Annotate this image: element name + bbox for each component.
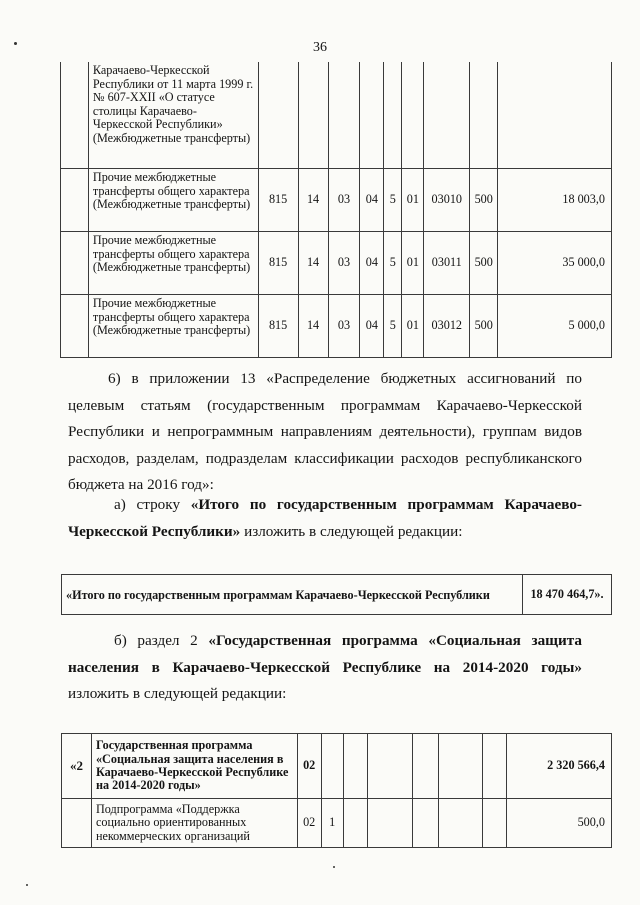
target-code: 03012: [424, 295, 470, 358]
row-description: Подпрограмма «Поддержка социально ориентированных некоммерческих организаций: [91, 799, 297, 848]
subsection-code: 03: [328, 232, 360, 295]
table-row: [61, 62, 612, 169]
row-description: Карачаево-Черкесской Республики от 11 марта 1999 г. № 607-XXII «О статусе столицы Карачаево-Черкесской Республики» (Межбюджетные трансферты): [88, 62, 258, 169]
table-row: «2 Государственная программа «Социальная защита населения в Карачаево-Черкесской Республике на 2014-2020 годы» 02 2 320 566,4: [62, 734, 612, 799]
table-row: Подпрограмма «Поддержка социально ориентированных некоммерческих организаций 02 1 500,0: [62, 799, 612, 848]
scan-speck: [333, 866, 335, 868]
expense-type-code: 500: [470, 295, 498, 358]
ministry-code: 815: [258, 169, 298, 232]
total-label: «Итого по государственным программам Карачаево-Черкесской Республики: [62, 575, 523, 615]
table-row: Прочие межбюджетные трансферты общего характера (Межбюджетные трансферты) 815 14 03 04 5 01 03010 500 18 003,0: [61, 169, 612, 232]
total-row-table: [61, 574, 612, 615]
table-row: Прочие межбюджетные трансферты общего характера (Межбюджетные трансферты) 815 14 03 04 5 01 03012 500 5 000,0: [61, 295, 612, 358]
paragraph-a: а) строку «Итого по государственным программам Карачаево-Черкесской Республики» изложить в следующей редакции:: [68, 496, 582, 540]
program-table: [61, 733, 612, 848]
ministry-code: 815: [258, 232, 298, 295]
section-code: 14: [298, 169, 328, 232]
ministry-code: 815: [258, 295, 298, 358]
total-value: 18 470 464,7».: [523, 575, 612, 615]
target-code: 03011: [424, 232, 470, 295]
amount: 500,0: [507, 799, 612, 848]
scan-speck: [14, 42, 17, 45]
section-code: 14: [298, 295, 328, 358]
row-description: Прочие межбюджетные трансферты общего характера (Межбюджетные трансферты): [88, 295, 258, 358]
paragraph-6: 6) в приложении 13 «Распределение бюджетных ассигнований по целевым статьям (государственным программам Карачаево-Черкесской Республики и непрограммным направлениям деятельности), группам видов расходов, разделам, подразделам классификации расходов республиканского бюджета на 2016 год»:: [68, 370, 582, 493]
row-description: Государственная программа «Социальная защита населения в Карачаево-Черкесской Республике на 2014-2020 годы»: [91, 734, 297, 799]
amount: 2 320 566,4: [507, 734, 612, 799]
target-code: 03010: [424, 169, 470, 232]
amount: 18 003,0: [498, 169, 612, 232]
row-description: Прочие межбюджетные трансферты общего характера (Межбюджетные трансферты): [88, 232, 258, 295]
amount: 5 000,0: [498, 295, 612, 358]
row-description: Прочие межбюджетные трансферты общего характера (Межбюджетные трансферты): [88, 169, 258, 232]
table-row: Прочие межбюджетные трансферты общего характера (Межбюджетные трансферты) 815 14 03 04 5 01 03011 500 35 000,0: [61, 232, 612, 295]
page-number: 36: [313, 40, 327, 55]
subsection-code: 03: [328, 295, 360, 358]
amount: 35 000,0: [498, 232, 612, 295]
section-code: 14: [298, 232, 328, 295]
budget-table-continuation: [60, 62, 612, 358]
table-row: [62, 575, 612, 615]
expense-type-code: 500: [470, 232, 498, 295]
paragraph-b: б) раздел 2 «Государственная программа «Социальная защита населения в Карачаево-Черкесской Республике на 2014-2020 годы» изложить в следующей редакции:: [68, 632, 582, 702]
scan-speck: [26, 884, 28, 886]
expense-type-code: 500: [470, 169, 498, 232]
subsection-code: 03: [328, 169, 360, 232]
